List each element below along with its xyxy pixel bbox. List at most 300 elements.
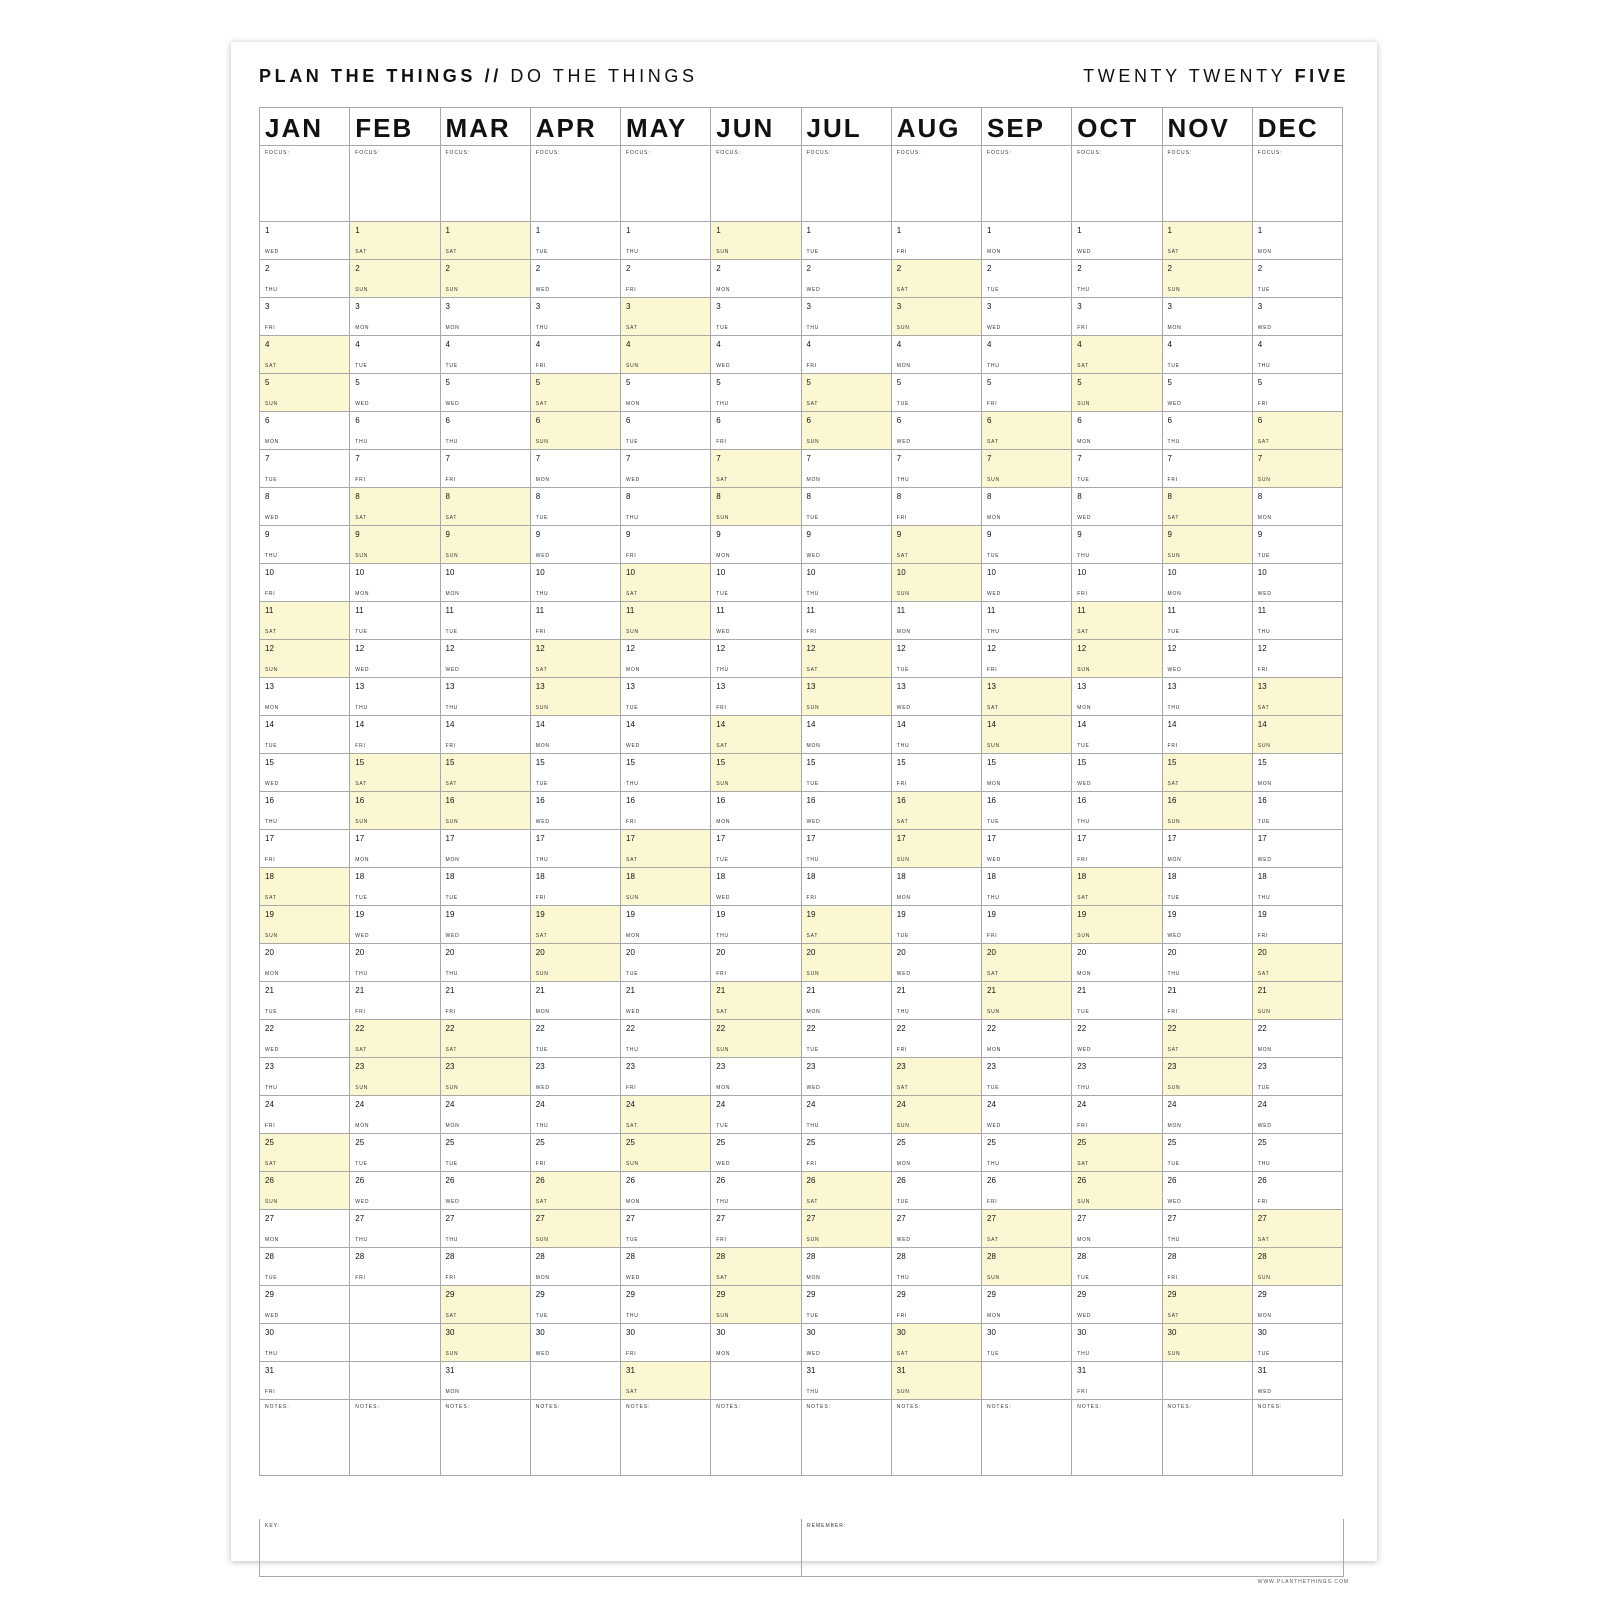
day-cell[interactable] bbox=[1072, 602, 1161, 640]
focus-box[interactable] bbox=[892, 146, 981, 222]
day-cell[interactable] bbox=[982, 336, 1071, 374]
day-cell[interactable] bbox=[802, 526, 891, 564]
day-cell[interactable] bbox=[1253, 1096, 1342, 1134]
day-cell[interactable] bbox=[892, 716, 981, 754]
day-cell[interactable] bbox=[802, 602, 891, 640]
day-cell[interactable] bbox=[441, 260, 530, 298]
day-cell[interactable] bbox=[892, 298, 981, 336]
day-cell[interactable] bbox=[350, 374, 439, 412]
day-cell[interactable] bbox=[892, 868, 981, 906]
day-cell[interactable] bbox=[711, 336, 800, 374]
day-cell[interactable] bbox=[1253, 222, 1342, 260]
day-cell[interactable] bbox=[1253, 792, 1342, 830]
day-cell[interactable] bbox=[441, 1134, 530, 1172]
day-cell[interactable] bbox=[1253, 830, 1342, 868]
day-cell[interactable] bbox=[260, 982, 349, 1020]
day-cell[interactable] bbox=[260, 868, 349, 906]
day-cell[interactable] bbox=[1163, 944, 1252, 982]
day-cell[interactable] bbox=[441, 716, 530, 754]
day-cell[interactable] bbox=[1163, 678, 1252, 716]
day-cell[interactable] bbox=[350, 868, 439, 906]
day-cell[interactable] bbox=[1072, 526, 1161, 564]
day-cell[interactable] bbox=[892, 374, 981, 412]
day-cell[interactable] bbox=[531, 1210, 620, 1248]
day-cell[interactable] bbox=[711, 1248, 800, 1286]
day-cell[interactable] bbox=[1163, 564, 1252, 602]
day-cell[interactable] bbox=[260, 1134, 349, 1172]
day-cell[interactable] bbox=[982, 640, 1071, 678]
key-box[interactable] bbox=[260, 1519, 801, 1576]
day-cell[interactable] bbox=[621, 1362, 710, 1400]
day-cell[interactable] bbox=[1163, 1172, 1252, 1210]
notes-box[interactable] bbox=[1253, 1400, 1342, 1476]
day-cell[interactable] bbox=[711, 602, 800, 640]
focus-box[interactable] bbox=[711, 146, 800, 222]
day-cell[interactable] bbox=[892, 1134, 981, 1172]
day-cell[interactable] bbox=[802, 1134, 891, 1172]
day-cell[interactable] bbox=[441, 1172, 530, 1210]
day-cell[interactable] bbox=[531, 1286, 620, 1324]
day-cell[interactable] bbox=[892, 1362, 981, 1400]
day-cell[interactable] bbox=[802, 412, 891, 450]
day-cell[interactable] bbox=[621, 374, 710, 412]
day-cell[interactable] bbox=[621, 1286, 710, 1324]
day-cell[interactable] bbox=[1072, 982, 1161, 1020]
day-cell[interactable] bbox=[1163, 260, 1252, 298]
day-cell[interactable] bbox=[260, 298, 349, 336]
day-cell[interactable] bbox=[1072, 1286, 1161, 1324]
day-cell[interactable] bbox=[350, 1210, 439, 1248]
day-cell[interactable] bbox=[711, 1286, 800, 1324]
day-cell[interactable] bbox=[802, 1020, 891, 1058]
day-cell[interactable] bbox=[1163, 640, 1252, 678]
day-cell[interactable] bbox=[982, 1210, 1071, 1248]
day-cell[interactable] bbox=[621, 1020, 710, 1058]
day-cell[interactable] bbox=[802, 488, 891, 526]
day-cell[interactable] bbox=[441, 602, 530, 640]
day-cell[interactable] bbox=[802, 792, 891, 830]
day-cell[interactable] bbox=[260, 1172, 349, 1210]
day-cell[interactable] bbox=[711, 982, 800, 1020]
day-cell[interactable] bbox=[621, 222, 710, 260]
day-cell[interactable] bbox=[1253, 336, 1342, 374]
day-cell[interactable] bbox=[802, 260, 891, 298]
day-cell[interactable] bbox=[621, 412, 710, 450]
day-cell[interactable] bbox=[1163, 1058, 1252, 1096]
day-cell[interactable] bbox=[711, 1020, 800, 1058]
day-cell[interactable] bbox=[982, 564, 1071, 602]
day-cell[interactable] bbox=[350, 488, 439, 526]
day-cell[interactable] bbox=[350, 602, 439, 640]
day-cell[interactable] bbox=[441, 1058, 530, 1096]
day-cell[interactable] bbox=[441, 1362, 530, 1400]
day-cell[interactable] bbox=[711, 260, 800, 298]
day-cell[interactable] bbox=[892, 944, 981, 982]
day-cell[interactable] bbox=[260, 450, 349, 488]
day-cell[interactable] bbox=[802, 640, 891, 678]
remember-box[interactable] bbox=[801, 1519, 1343, 1576]
day-cell[interactable] bbox=[621, 526, 710, 564]
day-cell[interactable] bbox=[1253, 1058, 1342, 1096]
day-cell[interactable] bbox=[982, 1058, 1071, 1096]
day-cell[interactable] bbox=[982, 1286, 1071, 1324]
day-cell[interactable] bbox=[982, 678, 1071, 716]
day-cell[interactable] bbox=[711, 374, 800, 412]
day-cell[interactable] bbox=[1253, 1210, 1342, 1248]
day-cell[interactable] bbox=[260, 564, 349, 602]
day-cell[interactable] bbox=[892, 1058, 981, 1096]
day-cell[interactable] bbox=[1253, 1172, 1342, 1210]
day-cell[interactable] bbox=[711, 526, 800, 564]
day-cell[interactable] bbox=[1163, 222, 1252, 260]
day-cell[interactable] bbox=[1163, 1324, 1252, 1362]
day-cell[interactable] bbox=[260, 944, 349, 982]
day-cell[interactable] bbox=[350, 1172, 439, 1210]
focus-box[interactable] bbox=[531, 146, 620, 222]
day-cell[interactable] bbox=[892, 1172, 981, 1210]
day-cell[interactable] bbox=[260, 830, 349, 868]
day-cell[interactable] bbox=[982, 982, 1071, 1020]
day-cell[interactable] bbox=[982, 868, 1071, 906]
day-cell[interactable] bbox=[982, 1096, 1071, 1134]
day-cell[interactable] bbox=[1072, 1362, 1161, 1400]
day-cell[interactable] bbox=[1163, 602, 1252, 640]
day-cell[interactable] bbox=[621, 1172, 710, 1210]
day-cell[interactable] bbox=[350, 716, 439, 754]
day-cell[interactable] bbox=[350, 260, 439, 298]
day-cell[interactable] bbox=[982, 374, 1071, 412]
day-cell[interactable] bbox=[1163, 1286, 1252, 1324]
day-cell[interactable] bbox=[802, 678, 891, 716]
notes-box[interactable] bbox=[1163, 1400, 1252, 1476]
day-cell[interactable] bbox=[260, 336, 349, 374]
day-cell[interactable] bbox=[260, 1362, 349, 1400]
day-cell[interactable] bbox=[350, 526, 439, 564]
day-cell[interactable] bbox=[711, 640, 800, 678]
day-cell[interactable] bbox=[531, 260, 620, 298]
focus-box[interactable] bbox=[621, 146, 710, 222]
notes-box[interactable] bbox=[1072, 1400, 1161, 1476]
day-cell[interactable] bbox=[1163, 1096, 1252, 1134]
day-cell[interactable] bbox=[531, 374, 620, 412]
day-cell[interactable] bbox=[260, 260, 349, 298]
day-cell[interactable] bbox=[1163, 450, 1252, 488]
day-cell[interactable] bbox=[982, 222, 1071, 260]
day-cell[interactable] bbox=[1072, 906, 1161, 944]
day-cell[interactable] bbox=[531, 488, 620, 526]
day-cell[interactable] bbox=[982, 944, 1071, 982]
day-cell[interactable] bbox=[260, 1286, 349, 1324]
day-cell[interactable] bbox=[711, 944, 800, 982]
day-cell[interactable] bbox=[802, 1210, 891, 1248]
day-cell[interactable] bbox=[1253, 944, 1342, 982]
day-cell[interactable] bbox=[892, 678, 981, 716]
day-cell[interactable] bbox=[1072, 450, 1161, 488]
day-cell[interactable] bbox=[982, 450, 1071, 488]
day-cell[interactable] bbox=[621, 450, 710, 488]
notes-box[interactable] bbox=[802, 1400, 891, 1476]
day-cell[interactable] bbox=[1253, 982, 1342, 1020]
day-cell[interactable] bbox=[621, 1248, 710, 1286]
day-cell[interactable] bbox=[802, 830, 891, 868]
focus-box[interactable] bbox=[350, 146, 439, 222]
day-cell[interactable] bbox=[260, 374, 349, 412]
day-cell[interactable] bbox=[531, 792, 620, 830]
day-cell[interactable] bbox=[1072, 1134, 1161, 1172]
day-cell[interactable] bbox=[892, 222, 981, 260]
focus-box[interactable] bbox=[1163, 146, 1252, 222]
day-cell[interactable] bbox=[711, 1134, 800, 1172]
day-cell[interactable] bbox=[1072, 830, 1161, 868]
focus-box[interactable] bbox=[982, 146, 1071, 222]
day-cell[interactable] bbox=[1163, 336, 1252, 374]
day-cell[interactable] bbox=[1072, 222, 1161, 260]
day-cell[interactable] bbox=[621, 1134, 710, 1172]
day-cell[interactable] bbox=[1253, 716, 1342, 754]
day-cell[interactable] bbox=[892, 412, 981, 450]
day-cell[interactable] bbox=[531, 1134, 620, 1172]
day-cell[interactable] bbox=[711, 564, 800, 602]
day-cell[interactable] bbox=[260, 412, 349, 450]
day-cell[interactable] bbox=[802, 944, 891, 982]
day-cell[interactable] bbox=[531, 830, 620, 868]
day-cell[interactable] bbox=[1253, 640, 1342, 678]
day-cell[interactable] bbox=[1072, 1058, 1161, 1096]
day-cell[interactable] bbox=[1072, 298, 1161, 336]
day-cell[interactable] bbox=[711, 678, 800, 716]
day-cell[interactable] bbox=[441, 450, 530, 488]
day-cell[interactable] bbox=[260, 1210, 349, 1248]
day-cell[interactable] bbox=[260, 754, 349, 792]
day-cell[interactable] bbox=[260, 678, 349, 716]
day-cell[interactable] bbox=[531, 1172, 620, 1210]
day-cell[interactable] bbox=[350, 1248, 439, 1286]
day-cell[interactable] bbox=[441, 488, 530, 526]
day-cell[interactable] bbox=[1163, 298, 1252, 336]
day-cell[interactable] bbox=[1163, 754, 1252, 792]
day-cell[interactable] bbox=[802, 1286, 891, 1324]
day-cell[interactable] bbox=[892, 526, 981, 564]
day-cell[interactable] bbox=[621, 1210, 710, 1248]
day-cell[interactable] bbox=[260, 1248, 349, 1286]
day-cell[interactable] bbox=[982, 526, 1071, 564]
day-cell[interactable] bbox=[1072, 564, 1161, 602]
day-cell[interactable] bbox=[1253, 260, 1342, 298]
day-cell[interactable] bbox=[441, 1324, 530, 1362]
day-cell[interactable] bbox=[711, 754, 800, 792]
day-cell[interactable] bbox=[1163, 906, 1252, 944]
notes-box[interactable] bbox=[260, 1400, 349, 1476]
day-cell[interactable] bbox=[531, 298, 620, 336]
day-cell[interactable] bbox=[892, 260, 981, 298]
day-cell[interactable] bbox=[1253, 602, 1342, 640]
day-cell[interactable] bbox=[1163, 792, 1252, 830]
day-cell[interactable] bbox=[711, 1324, 800, 1362]
day-cell[interactable] bbox=[802, 1172, 891, 1210]
day-cell[interactable] bbox=[1072, 640, 1161, 678]
day-cell[interactable] bbox=[441, 526, 530, 564]
day-cell[interactable] bbox=[531, 564, 620, 602]
day-cell[interactable] bbox=[982, 1134, 1071, 1172]
day-cell[interactable] bbox=[260, 906, 349, 944]
notes-box[interactable] bbox=[621, 1400, 710, 1476]
day-cell[interactable] bbox=[711, 450, 800, 488]
day-cell[interactable] bbox=[531, 640, 620, 678]
day-cell[interactable] bbox=[711, 792, 800, 830]
day-cell[interactable] bbox=[441, 868, 530, 906]
day-cell[interactable] bbox=[350, 222, 439, 260]
day-cell[interactable] bbox=[982, 830, 1071, 868]
day-cell[interactable] bbox=[711, 868, 800, 906]
day-cell[interactable] bbox=[621, 564, 710, 602]
day-cell[interactable] bbox=[1072, 412, 1161, 450]
day-cell[interactable] bbox=[1253, 374, 1342, 412]
day-cell[interactable] bbox=[350, 754, 439, 792]
day-cell[interactable] bbox=[441, 222, 530, 260]
day-cell[interactable] bbox=[892, 602, 981, 640]
day-cell[interactable] bbox=[260, 716, 349, 754]
focus-box[interactable] bbox=[802, 146, 891, 222]
day-cell[interactable] bbox=[711, 1172, 800, 1210]
day-cell[interactable] bbox=[802, 754, 891, 792]
day-cell[interactable] bbox=[1163, 1134, 1252, 1172]
day-cell[interactable] bbox=[441, 298, 530, 336]
day-cell[interactable] bbox=[441, 640, 530, 678]
day-cell[interactable] bbox=[350, 412, 439, 450]
day-cell[interactable] bbox=[1163, 374, 1252, 412]
day-cell[interactable] bbox=[441, 1020, 530, 1058]
day-cell[interactable] bbox=[802, 1362, 891, 1400]
day-cell[interactable] bbox=[711, 906, 800, 944]
day-cell[interactable] bbox=[441, 564, 530, 602]
day-cell[interactable] bbox=[1163, 830, 1252, 868]
day-cell[interactable] bbox=[441, 1096, 530, 1134]
day-cell[interactable] bbox=[441, 336, 530, 374]
day-cell[interactable] bbox=[260, 640, 349, 678]
day-cell[interactable] bbox=[982, 412, 1071, 450]
day-cell[interactable] bbox=[621, 640, 710, 678]
day-cell[interactable] bbox=[531, 868, 620, 906]
day-cell[interactable] bbox=[1072, 792, 1161, 830]
day-cell[interactable] bbox=[531, 222, 620, 260]
day-cell[interactable] bbox=[441, 944, 530, 982]
day-cell[interactable] bbox=[1253, 564, 1342, 602]
day-cell[interactable] bbox=[531, 526, 620, 564]
day-cell[interactable] bbox=[1163, 982, 1252, 1020]
day-cell[interactable] bbox=[621, 260, 710, 298]
day-cell[interactable] bbox=[802, 450, 891, 488]
day-cell[interactable] bbox=[441, 830, 530, 868]
day-cell[interactable] bbox=[1253, 488, 1342, 526]
day-cell[interactable] bbox=[350, 1020, 439, 1058]
day-cell[interactable] bbox=[1163, 1248, 1252, 1286]
day-cell[interactable] bbox=[892, 450, 981, 488]
day-cell[interactable] bbox=[621, 716, 710, 754]
day-cell[interactable] bbox=[1253, 1286, 1342, 1324]
day-cell[interactable] bbox=[1163, 716, 1252, 754]
day-cell[interactable] bbox=[621, 336, 710, 374]
day-cell[interactable] bbox=[711, 830, 800, 868]
day-cell[interactable] bbox=[1163, 1020, 1252, 1058]
day-cell[interactable] bbox=[350, 678, 439, 716]
notes-box[interactable] bbox=[441, 1400, 530, 1476]
day-cell[interactable] bbox=[711, 1096, 800, 1134]
focus-box[interactable] bbox=[1072, 146, 1161, 222]
day-cell[interactable] bbox=[892, 1210, 981, 1248]
day-cell[interactable] bbox=[621, 982, 710, 1020]
day-cell[interactable] bbox=[1072, 488, 1161, 526]
notes-box[interactable] bbox=[982, 1400, 1071, 1476]
day-cell[interactable] bbox=[892, 792, 981, 830]
day-cell[interactable] bbox=[802, 982, 891, 1020]
day-cell[interactable] bbox=[350, 336, 439, 374]
day-cell[interactable] bbox=[711, 716, 800, 754]
day-cell[interactable] bbox=[531, 944, 620, 982]
day-cell[interactable] bbox=[1072, 716, 1161, 754]
day-cell[interactable] bbox=[1253, 1020, 1342, 1058]
day-cell[interactable] bbox=[892, 336, 981, 374]
day-cell[interactable] bbox=[350, 906, 439, 944]
day-cell[interactable] bbox=[531, 754, 620, 792]
day-cell[interactable] bbox=[892, 906, 981, 944]
day-cell[interactable] bbox=[802, 868, 891, 906]
day-cell[interactable] bbox=[1253, 868, 1342, 906]
day-cell[interactable] bbox=[531, 716, 620, 754]
day-cell[interactable] bbox=[1072, 1248, 1161, 1286]
day-cell[interactable] bbox=[802, 336, 891, 374]
day-cell[interactable] bbox=[621, 830, 710, 868]
day-cell[interactable] bbox=[711, 1210, 800, 1248]
day-cell[interactable] bbox=[441, 678, 530, 716]
day-cell[interactable] bbox=[621, 488, 710, 526]
day-cell[interactable] bbox=[441, 754, 530, 792]
day-cell[interactable] bbox=[531, 1096, 620, 1134]
day-cell[interactable] bbox=[621, 1324, 710, 1362]
day-cell[interactable] bbox=[1072, 754, 1161, 792]
day-cell[interactable] bbox=[1163, 526, 1252, 564]
focus-box[interactable] bbox=[441, 146, 530, 222]
day-cell[interactable] bbox=[802, 1096, 891, 1134]
day-cell[interactable] bbox=[350, 830, 439, 868]
day-cell[interactable] bbox=[1163, 1210, 1252, 1248]
day-cell[interactable] bbox=[892, 1020, 981, 1058]
day-cell[interactable] bbox=[260, 526, 349, 564]
day-cell[interactable] bbox=[441, 1248, 530, 1286]
day-cell[interactable] bbox=[982, 716, 1071, 754]
day-cell[interactable] bbox=[982, 906, 1071, 944]
day-cell[interactable] bbox=[531, 336, 620, 374]
day-cell[interactable] bbox=[711, 1058, 800, 1096]
day-cell[interactable] bbox=[350, 298, 439, 336]
day-cell[interactable] bbox=[621, 1058, 710, 1096]
day-cell[interactable] bbox=[711, 222, 800, 260]
day-cell[interactable] bbox=[982, 1248, 1071, 1286]
day-cell[interactable] bbox=[441, 982, 530, 1020]
day-cell[interactable] bbox=[260, 1324, 349, 1362]
day-cell[interactable] bbox=[441, 412, 530, 450]
day-cell[interactable] bbox=[892, 564, 981, 602]
day-cell[interactable] bbox=[802, 564, 891, 602]
day-cell[interactable] bbox=[350, 564, 439, 602]
day-cell[interactable] bbox=[260, 222, 349, 260]
day-cell[interactable] bbox=[1253, 1362, 1342, 1400]
day-cell[interactable] bbox=[531, 1248, 620, 1286]
day-cell[interactable] bbox=[260, 1058, 349, 1096]
day-cell[interactable] bbox=[1072, 868, 1161, 906]
day-cell[interactable] bbox=[982, 1324, 1071, 1362]
day-cell[interactable] bbox=[350, 1058, 439, 1096]
day-cell[interactable] bbox=[1253, 526, 1342, 564]
